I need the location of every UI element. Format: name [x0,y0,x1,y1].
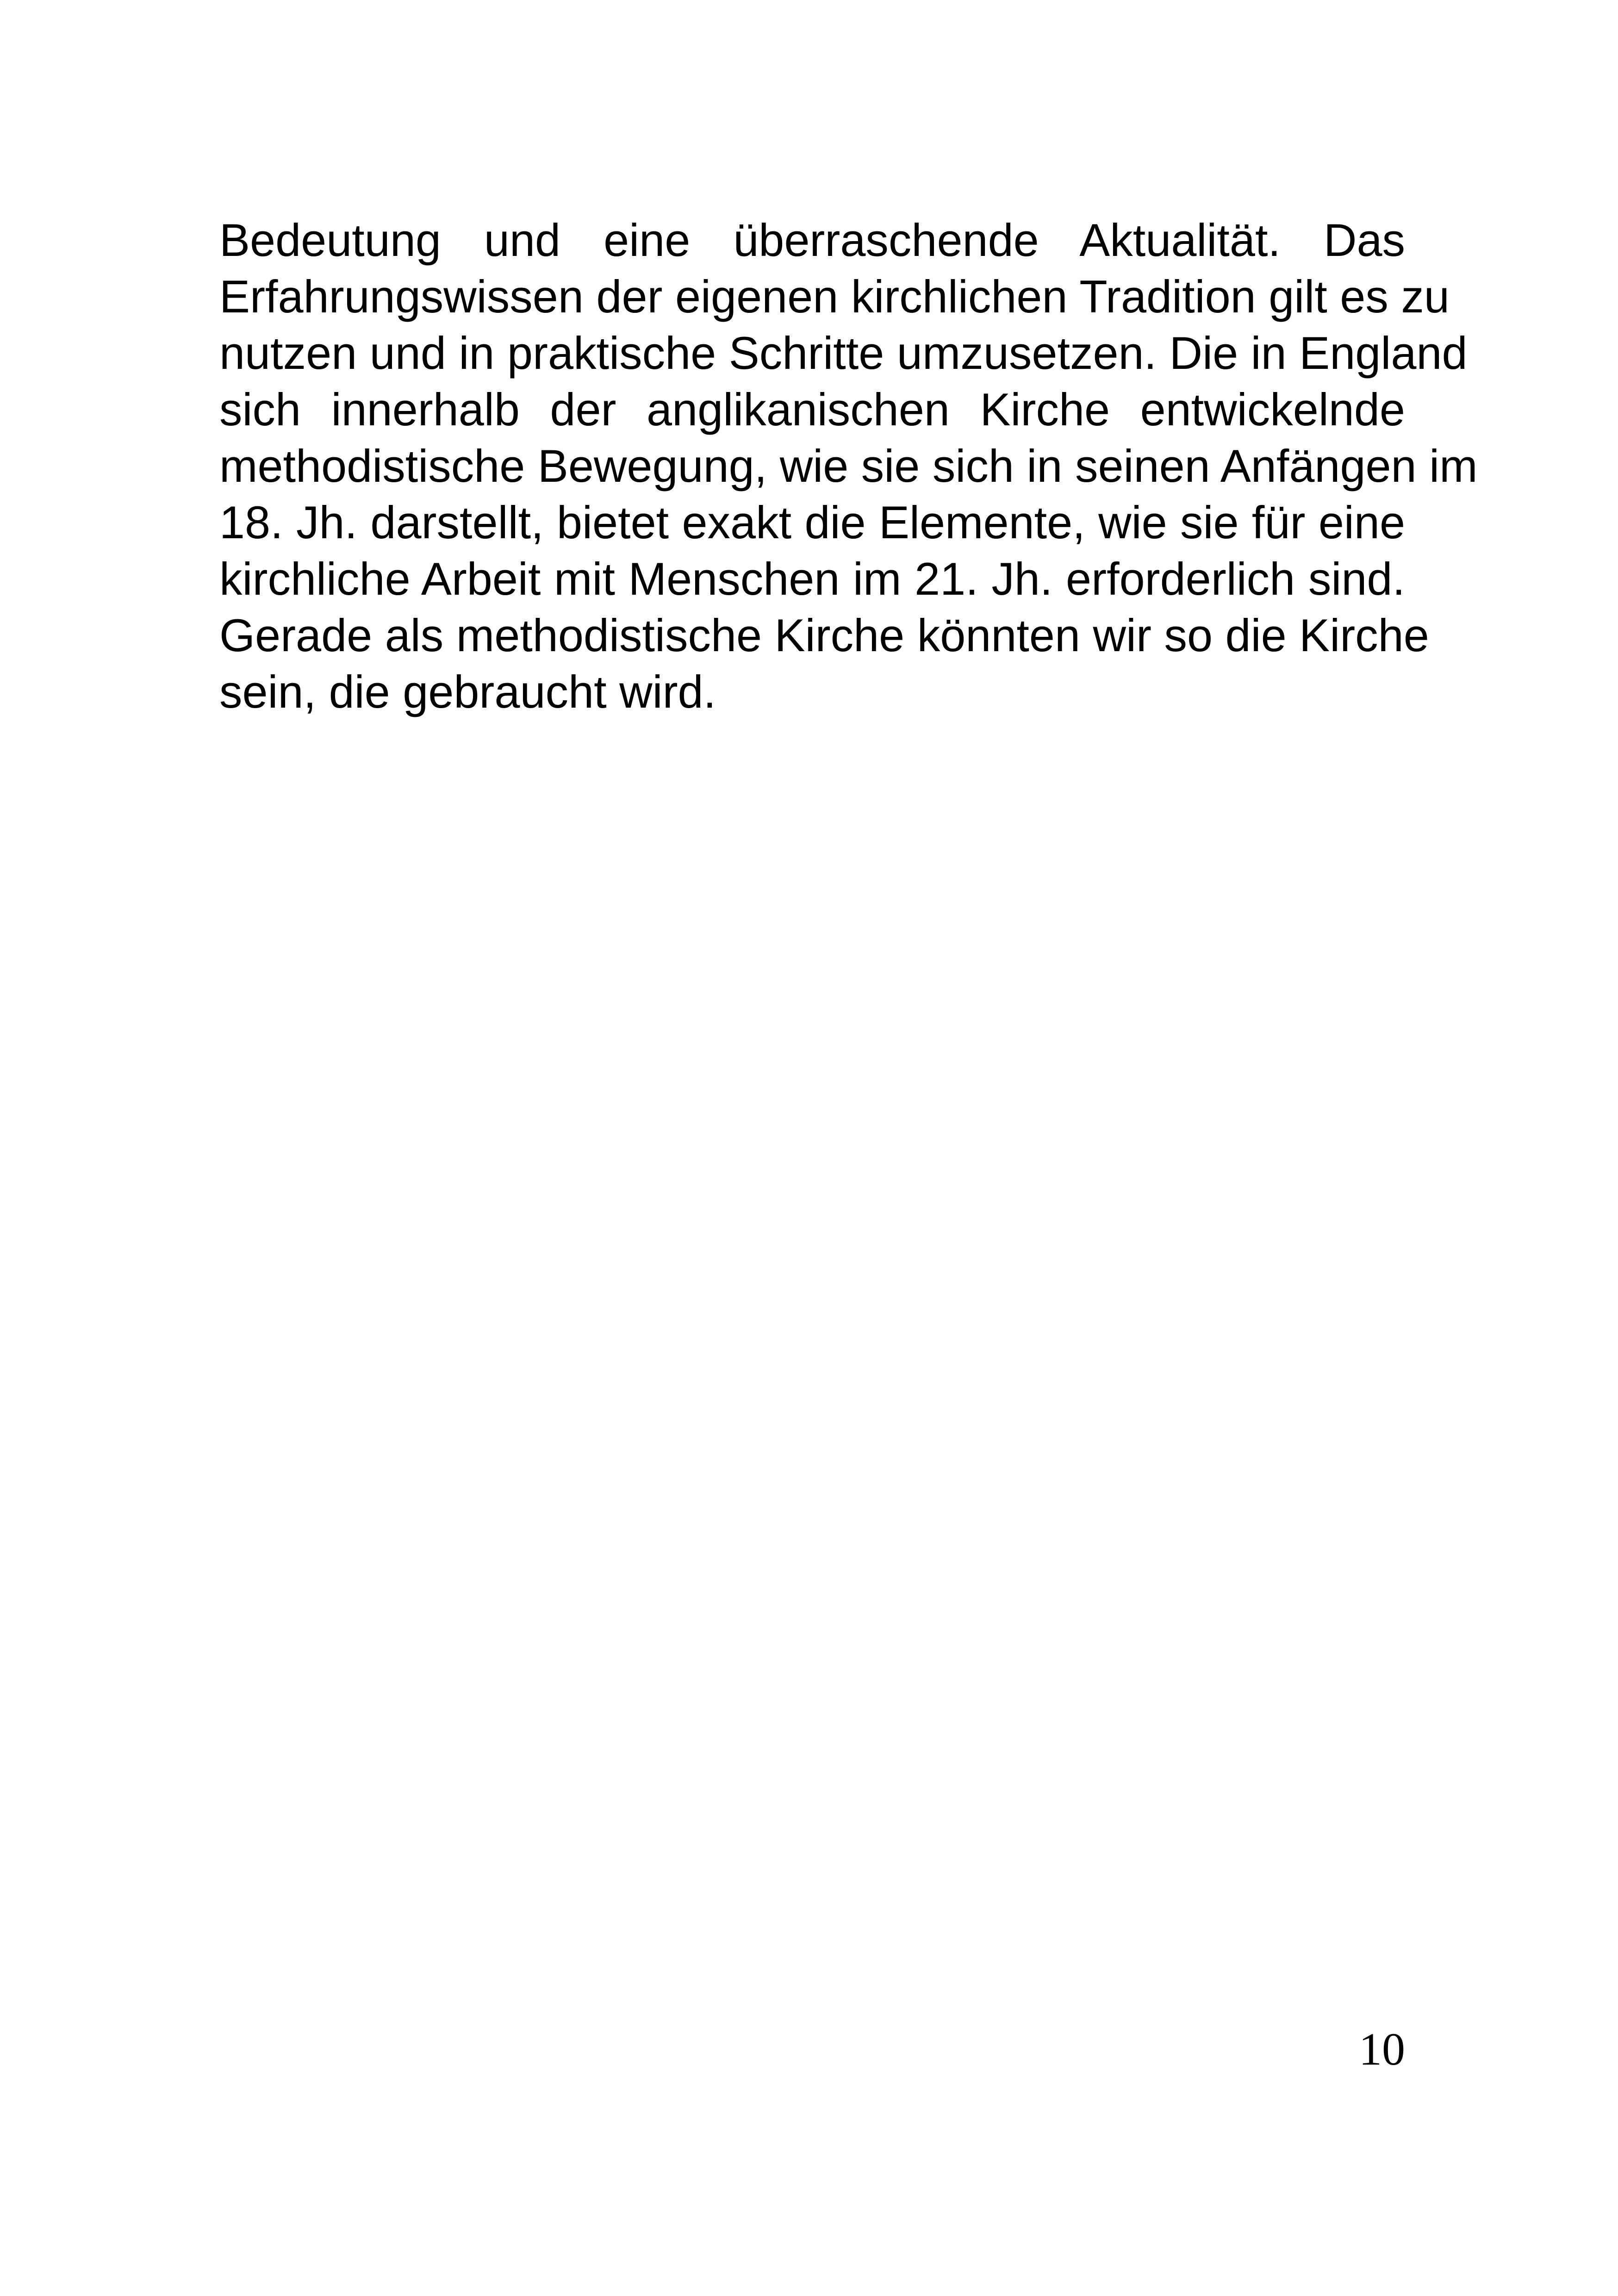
paragraph-line: methodistische Bewegung, wie sie sich in seinen Anfängen im [219,440,1478,492]
paragraph-line: nutzen und in praktische Schritte umzusetzen. Die in England [219,327,1468,379]
paragraph-line: Bedeutung und eine überraschende Aktualität. Das [219,214,1405,266]
paragraph-line: Erfahrungswissen der eigenen kirchlichen Tradition gilt es zu [219,271,1450,322]
paragraph-line: sich innerhalb der anglikanischen Kirche entwickelnde [219,384,1405,435]
paragraph-line: sein, die gebraucht wird. [219,666,716,717]
body-paragraph [219,212,1478,720]
paragraph-line: 18. Jh. darstellt, bietet exakt die Elemente, wie sie für eine [219,497,1405,548]
paragraph-line: Gerade als methodistische Kirche könnten wir so die Kirche [219,610,1429,661]
paragraph-line: kirchliche Arbeit mit Menschen im 21. Jh. erforderlich sind. [219,553,1405,604]
page-number: 10 [1359,2023,1405,2075]
